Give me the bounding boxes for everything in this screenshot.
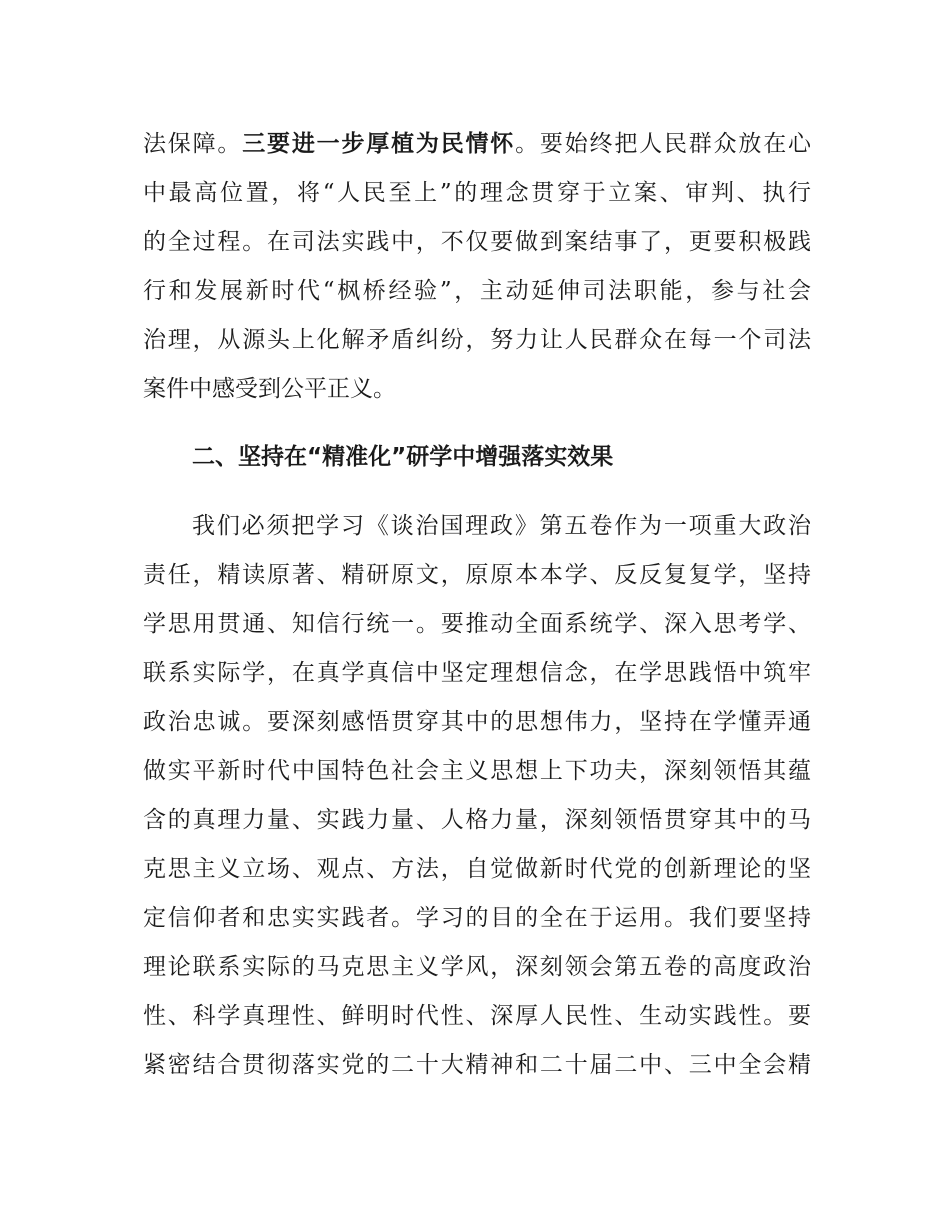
paragraph-2-line: 含的真理力量、实践力量、人格力量，深刻领悟贯穿其中的马 xyxy=(143,807,811,833)
paragraph-1-line: 治理，从源头上化解矛盾纠纷，努力让人民群众在每一个司法 xyxy=(143,327,811,353)
paragraph-1-bold-phrase: 三要进一步厚植为民情怀 xyxy=(242,131,516,157)
paragraph-2-line: 定信仰者和忠实实践者。学习的目的全在于运用。我们要坚持 xyxy=(143,905,811,931)
paragraph-1-line-1 xyxy=(143,124,811,164)
paragraph-1-line: 的全过程。在司法实践中，不仅要做到案结事了，更要积极践 xyxy=(143,229,811,255)
paragraph-2-line: 理论联系实际的马克思主义学风，深刻领会第五卷的高度政治 xyxy=(143,954,811,980)
paragraph-1-line: 行和发展新时代“枫桥经验”，主动延伸司法职能，参与社会 xyxy=(143,278,811,304)
paragraph-2-line: 联系实际学，在真学真信中坚定理想信念，在学思践悟中筑牢 xyxy=(143,660,811,686)
paragraph-2-line: 学思用贯通、知信行统一。要推动全面系统学、深入思考学、 xyxy=(143,611,811,637)
paragraph-2-line: 我们必须把学习《谈治国理政》第五卷作为一项重大政治 xyxy=(192,513,811,539)
paragraph-2-line: 紧密结合贯彻落实党的二十大精神和二十届二中、三中全会精 xyxy=(143,1052,811,1078)
paragraph-1-line-1-prefix: 法保障。 xyxy=(143,131,243,157)
paragraph-1-line-1-suffix: 。要始终把人民群众放在心 xyxy=(515,131,812,157)
paragraph-2-line: 性、科学真理性、鲜明时代性、深厚人民性、生动实践性。要 xyxy=(143,1003,811,1029)
paragraph-1-line: 案件中感受到公平正义。 xyxy=(143,376,396,402)
paragraph-2-line: 政治忠诚。要深刻感悟贯穿其中的思想伟力，坚持在学懂弄通 xyxy=(143,709,811,735)
paragraph-2-line: 责任，精读原著、精研原文，原原本本学、反反复复学，坚持 xyxy=(143,562,811,588)
paragraph-1-line: 中最高位置，将“人民至上”的理念贯穿于立案、审判、执行 xyxy=(143,180,811,206)
paragraph-2-line: 克思主义立场、观点、方法，自觉做新时代党的创新理论的坚 xyxy=(143,856,811,882)
section-heading: 二、坚持在“精准化”研学中增强落实效果 xyxy=(192,444,614,470)
paragraph-2-line: 做实平新时代中国特色社会主义思想上下功夫，深刻领悟其蕴 xyxy=(143,758,811,784)
